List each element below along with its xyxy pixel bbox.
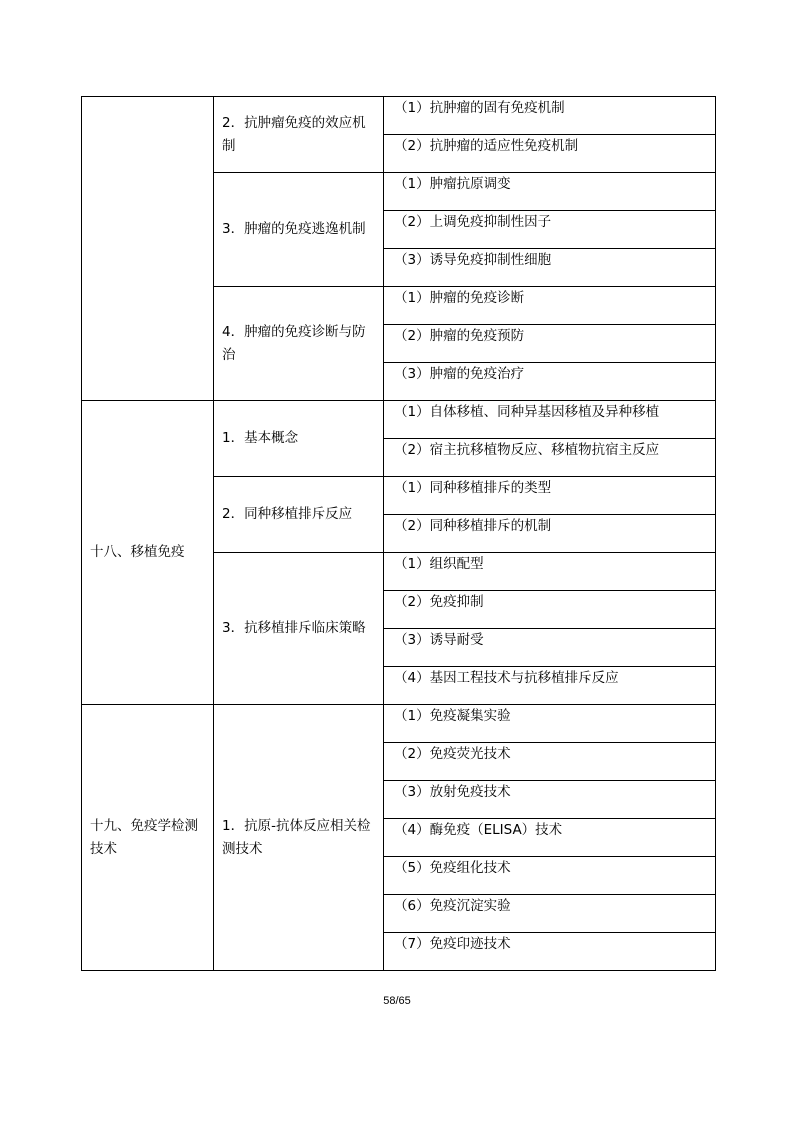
table-row [82, 97, 716, 135]
subtopic-text: （2）肿瘤的免疫预防 [394, 328, 525, 344]
subtopic-cell [384, 97, 716, 135]
section-name-cell [82, 97, 214, 401]
subtopic-text: （1）肿瘤的免疫诊断 [394, 290, 525, 306]
subtopic-cell [384, 477, 716, 515]
subtopic-text: （1）同种移植排斥的类型 [394, 480, 552, 496]
section-name-cell: 十九、免疫学检测技术 [82, 705, 214, 971]
subtopic-cell [384, 401, 716, 439]
subtopic-text: （1）组织配型 [394, 556, 484, 572]
subtopic-cell [384, 249, 716, 287]
subtopic-text: （2）免疫抑制 [394, 594, 484, 610]
subtopic-text: （1）抗肿瘤的固有免疫机制 [394, 100, 565, 116]
subtopic-cell [384, 325, 716, 363]
table-row [82, 705, 716, 743]
subtopic-text: （3）诱导免疫抑制性细胞 [394, 252, 552, 268]
subtopic-text: （2）上调免疫抑制性因子 [394, 214, 552, 230]
subtopic-text: （1）免疫凝集实验 [394, 708, 511, 724]
subtopic-cell [384, 439, 716, 477]
subtopic-text: （2）抗肿瘤的适应性免疫机制 [394, 138, 579, 154]
syllabus-table [81, 96, 716, 971]
subtopic-cell [384, 667, 716, 705]
topic-cell: 2．抗肿瘤免疫的效应机制 [214, 97, 384, 173]
subtopic-cell [384, 515, 716, 553]
page-number: 58/65 [383, 995, 411, 1007]
table-row [82, 401, 716, 439]
syllabus-table-body [82, 97, 716, 971]
subtopic-text: （2）宿主抗移植物反应、移植物抗宿主反应 [394, 442, 660, 458]
subtopic-text: （6）免疫沉淀实验 [394, 898, 511, 914]
subtopic-text: （3）肿瘤的免疫治疗 [394, 366, 525, 382]
subtopic-text: （1）自体移植、同种异基因移植及异种移植 [394, 404, 660, 420]
subtopic-text: （2）免疫荧光技术 [394, 746, 511, 762]
subtopic-text: （3）放射免疫技术 [394, 784, 511, 800]
topic-cell: 1．抗原-抗体反应相关检测技术 [214, 705, 384, 971]
section-name-cell: 十八、移植免疫 [82, 401, 214, 705]
subtopic-cell [384, 591, 716, 629]
subtopic-text: （1）肿瘤抗原调变 [394, 176, 511, 192]
subtopic-text: （4）酶免疫（ELISA）技术 [394, 822, 563, 838]
subtopic-cell [384, 287, 716, 325]
subtopic-cell [384, 173, 716, 211]
subtopic-cell [384, 553, 716, 591]
subtopic-text: （5）免疫组化技术 [394, 860, 511, 876]
subtopic-cell [384, 629, 716, 667]
subtopic-cell [384, 363, 716, 401]
subtopic-text: （3）诱导耐受 [394, 632, 484, 648]
subtopic-text: （4）基因工程技术与抗移植排斥反应 [394, 670, 619, 686]
subtopic-cell [384, 135, 716, 173]
subtopic-text: （2）同种移植排斥的机制 [394, 518, 552, 534]
subtopic-cell [384, 895, 716, 933]
topic-cell: 3．抗移植排斥临床策略 [214, 553, 384, 705]
subtopic-cell [384, 933, 716, 971]
subtopic-cell [384, 705, 716, 743]
subtopic-cell [384, 819, 716, 857]
topic-cell: 3．肿瘤的免疫逃逸机制 [214, 173, 384, 287]
subtopic-cell [384, 211, 716, 249]
topic-cell: 2．同种移植排斥反应 [214, 477, 384, 553]
topic-cell: 1．基本概念 [214, 401, 384, 477]
subtopic-text: （7）免疫印迹技术 [394, 936, 511, 952]
topic-cell: 4．肿瘤的免疫诊断与防治 [214, 287, 384, 401]
subtopic-cell [384, 781, 716, 819]
subtopic-cell [384, 857, 716, 895]
subtopic-cell [384, 743, 716, 781]
